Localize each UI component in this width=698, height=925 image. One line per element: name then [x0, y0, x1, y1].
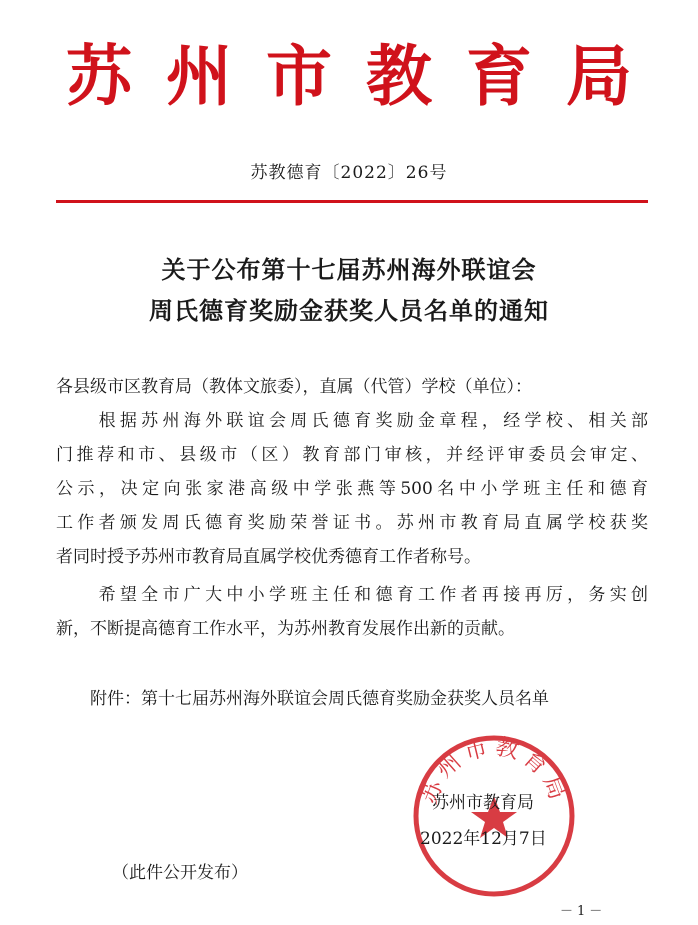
attachment-line: 附件：第十七届苏州海外联谊会周氏德育奖励金获奖人员名单	[56, 689, 549, 709]
document-number: 苏教德育〔2022〕26号	[250, 163, 448, 183]
paragraph-1-line-4: 工作者颁发周氏德育奖励荣誉证书。苏州市教育局直属学校获奖	[56, 513, 648, 533]
paragraph-1-line-1: 根据苏州海外联谊会周氏德育奖励金章程，经学校、相关部	[56, 411, 648, 431]
svg-text:苏州市教育局: 苏州市教育局	[416, 733, 572, 808]
document-title-line-1: 关于公布第十七届苏州海外联谊会	[161, 255, 537, 284]
page-number: －1－	[560, 904, 607, 919]
document-title-line-2: 周氏德育奖励金获奖人员名单的通知	[149, 296, 549, 325]
paragraph-1-line-2: 门推荐和市、县级市（区）教育部门审核，并经评审委员会审定、	[56, 445, 648, 465]
paragraph-2-line-1: 希望全市广大中小学班主任和德育工作者再接再厉，务实创	[56, 585, 648, 605]
red-divider-line	[56, 200, 648, 203]
paragraph-2-line-2: 新，不断提高德育工作水平，为苏州教育发展作出新的贡献。	[56, 619, 515, 639]
publish-note: （此件公开发布）	[112, 863, 248, 883]
paragraph-1-line-3: 公示，决定向张家港高级中学张燕等500名中小学班主任和德育	[56, 479, 648, 499]
signature-organization: 苏州市教育局	[432, 793, 534, 813]
letterhead-title: 苏州市教育局	[66, 37, 666, 115]
salutation: 各县级市区教育局（教体文旅委），直属（代管）学校（单位）：	[56, 377, 532, 397]
paragraph-1-line-5: 者同时授予苏州市教育局直属学校优秀德育工作者称号。	[56, 547, 481, 567]
signature-date: 2022年12月7日	[420, 829, 547, 849]
